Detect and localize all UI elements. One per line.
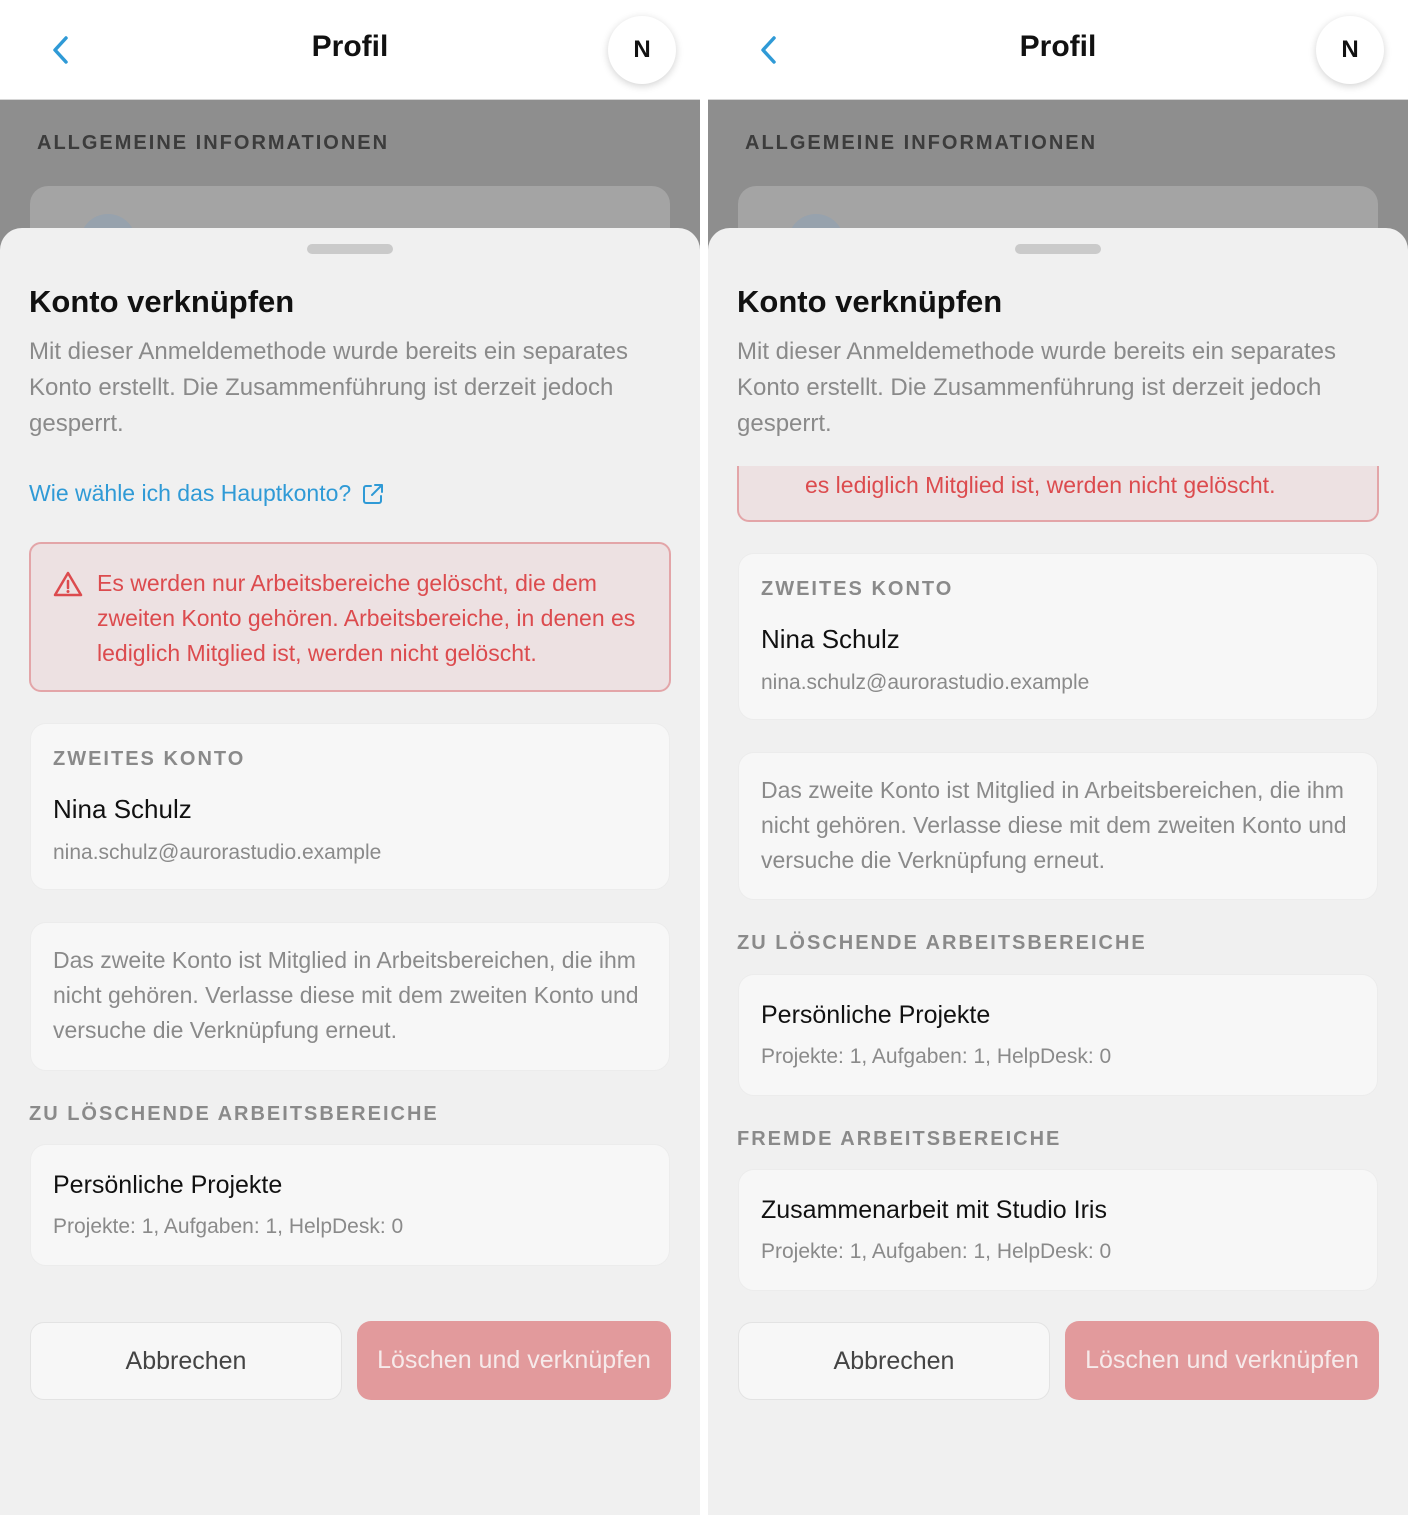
second-account-label: ZWEITES KONTO xyxy=(761,578,954,600)
second-account-card xyxy=(30,723,670,890)
delete-section-label: ZU LÖSCHENDE ARBEITSBEREICHE xyxy=(737,932,1147,954)
second-account-name: Nina Schulz xyxy=(761,624,900,654)
external-link-icon xyxy=(361,482,385,506)
warning-text: es lediglich Mitglied ist, werden nicht gelöscht. xyxy=(805,472,1276,498)
sheet-description: Mit dieser Anmeldemethode wurde bereits ein separates Konto erstellt. Die Zusammenführung ist derzeit jedoch gesperrt. xyxy=(737,338,1336,437)
sheet-description: Mit dieser Anmeldemethode wurde bereits ein separates Konto erstellt. Die Zusammenführung ist derzeit jedoch gesperrt. xyxy=(29,338,628,437)
workspace-name: Persönliche Projekte xyxy=(761,1001,991,1029)
link-account-sheet xyxy=(0,228,700,1515)
top-bar xyxy=(0,0,700,100)
workspace-stats: Projekte: 1, Aufgaben: 1, HelpDesk: 0 xyxy=(761,1240,1112,1263)
warning-box xyxy=(737,466,1379,522)
help-link-label: Wie wähle ich das Hauptkonto? xyxy=(29,480,352,506)
warning-box xyxy=(29,542,671,692)
member-info-text: Das zweite Konto ist Mitglied in Arbeitsbereichen, die ihm nicht gehören. Verlasse diese mit dem zweiten Konto und versuche die Verknüpfung erneut. xyxy=(761,777,1347,873)
delete-and-link-button[interactable]: Löschen und verknüpfen xyxy=(357,1321,671,1400)
workspace-card xyxy=(30,1144,670,1266)
sheet-title: Konto verknüpfen xyxy=(29,284,295,319)
foreign-section-label: FREMDE ARBEITSBEREICHE xyxy=(737,1128,1062,1150)
link-account-sheet xyxy=(708,228,1408,1515)
second-account-card xyxy=(738,553,1378,720)
screen-right xyxy=(708,0,1408,1515)
page-title: Profil xyxy=(1019,30,1097,63)
page-title: Profil xyxy=(311,30,389,63)
workspace-stats: Projekte: 1, Aufgaben: 1, HelpDesk: 0 xyxy=(53,1215,404,1238)
warning-triangle-icon xyxy=(53,570,83,598)
avatar[interactable]: N xyxy=(608,16,676,84)
cancel-button[interactable]: Abbrechen xyxy=(738,1322,1050,1400)
warning-text: Es werden nur Arbeitsbereiche gelöscht, die dem zweiten Konto gehören. Arbeitsbereiche, in denen es lediglich Mitglied ist, werden nicht gelöscht. xyxy=(97,570,636,666)
second-account-email: nina.schulz@aurorastudio.example xyxy=(53,841,382,864)
delete-and-link-button[interactable]: Löschen und verknüpfen xyxy=(1065,1321,1379,1400)
workspace-name: Persönliche Projekte xyxy=(53,1171,283,1199)
second-account-name: Nina Schulz xyxy=(53,794,192,824)
member-info-card xyxy=(30,922,670,1071)
cancel-button[interactable]: Abbrechen xyxy=(30,1322,342,1400)
section-title-general: ALLGEMEINE INFORMATIONEN xyxy=(37,132,390,154)
help-link[interactable] xyxy=(29,480,385,507)
sheet-grabber[interactable] xyxy=(1015,244,1101,254)
workspace-name: Zusammenarbeit mit Studio Iris xyxy=(761,1196,1107,1224)
member-info-text: Das zweite Konto ist Mitglied in Arbeitsbereichen, die ihm nicht gehören. Verlasse diese mit dem zweiten Konto und versuche die Verknüpfung erneut. xyxy=(53,947,639,1043)
member-info-card xyxy=(738,752,1378,900)
section-title-general: ALLGEMEINE INFORMATIONEN xyxy=(745,132,1098,154)
workspace-card xyxy=(738,974,1378,1096)
second-account-label: ZWEITES KONTO xyxy=(53,748,246,770)
foreign-workspace-card xyxy=(738,1169,1378,1291)
screen-left xyxy=(0,0,700,1515)
sheet-grabber[interactable] xyxy=(307,244,393,254)
avatar[interactable]: N xyxy=(1316,16,1384,84)
sheet-title: Konto verknüpfen xyxy=(737,284,1003,319)
second-account-email: nina.schulz@aurorastudio.example xyxy=(761,671,1090,694)
delete-section-label: ZU LÖSCHENDE ARBEITSBEREICHE xyxy=(29,1103,439,1125)
top-bar xyxy=(708,0,1408,100)
workspace-stats: Projekte: 1, Aufgaben: 1, HelpDesk: 0 xyxy=(761,1045,1112,1068)
